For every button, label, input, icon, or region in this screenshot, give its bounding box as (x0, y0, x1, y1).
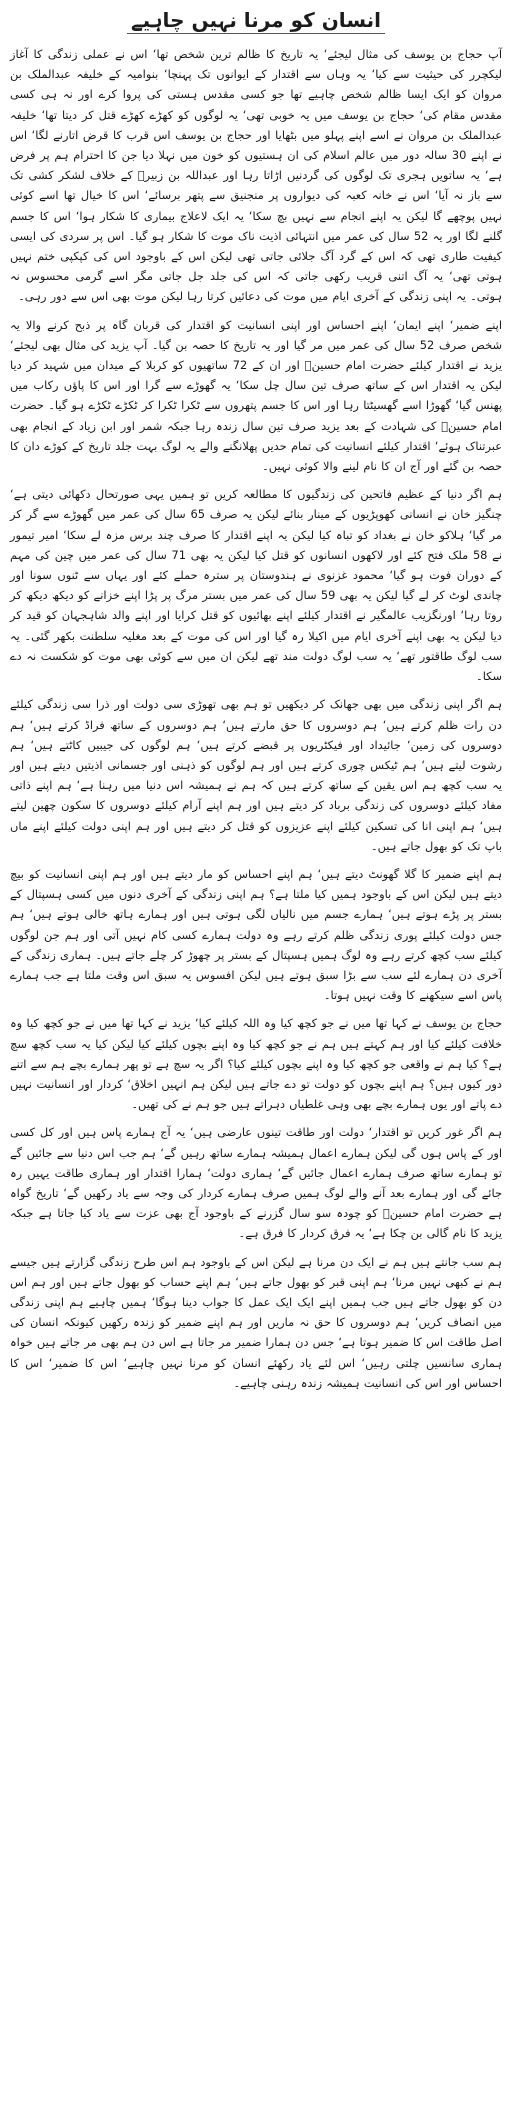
article-paragraph: آپ حجاج بن یوسف کی مثال لیجئے‘ یہ تاریخ کا ظالم ترین شخص تھا‘ اس نے عملی زندگی کا آغاز لیکچرر کی حیثیت سے کیا‘ یہ وہاں سے اقتدار کے ایوانوں تک پہنچا‘ بنوامیہ کے خلیفہ عبدالملک بن مروان کو ایک ایسا ظالم شخص چاہیے تھا جو کسی مقدس ہستی کی پروا کرے اور نہ ہی کسی مقدس مقام کی‘ حجاج بن یوسف میں یہ خوبی تھی‘ یہ لوگوں کو کھڑے کھڑے قتل کر دیتا تھا‘ خلیفہ عبدالملک بن مروان نے اسے اپنے پہلو میں بٹھایا اور حجاج بن یوسف اس قرب کا قرض اتارنے لگا‘ اس نے اپنے 30 سالہ دور میں عالم اسلام کی ان ہستیوں کو خون میں نہلا دیا جن کا احترام ہم پر فرض ہے‘ یہ ساتویں ہجری تک لوگوں کی گردنیں اڑاتا رہا اور عبداللہ بن زبیرؓ کے خلاف لشکر کشی تک سے باز نہ آیا‘ اس نے خانہ کعبہ کی دیواروں پر منجنیق سے پتھر برسائے‘ اس کا خیال تھا اسے کوئی نہیں پوچھے گا لیکن یہ اپنے انجام سے نہیں بچ سکا‘ یہ ایک لاعلاج بیماری کا شکار ہوا‘ اس کا جسم گلنے لگا اور یہ 52 سال کی عمر میں انتہائی اذیت ناک موت کا شکار ہو گیا۔ اس پر سردی کی ایسی کیفیت طاری تھی کہ اس کے گرد آگ جلائی جاتی تھی لیکن اس کے باوجود اس کی کپکپی ختم نہیں ہوتی تھی‘ یہ آگ اتنی قریب رکھی جاتی کہ اس کی جلد جل جاتی مگر اسے گرمی محسوس نہ ہوتی۔ یہ اپنی زندگی کے آخری ایام میں موت کی دعائیں کرتا رہا لیکن موت بھی اس سے دور رہی۔ (10, 47, 502, 304)
article-body (10, 44, 502, 1393)
article-paragraph: ہم اپنے ضمیر کا گلا گھونٹ دیتے ہیں‘ ہم اپنے احساس کو مار دیتے ہیں اور ہم اپنی انسانیت کو بیچ دیتے ہیں لیکن اس کے باوجود ہمیں کیا ملتا ہے؟ ہم اپنی زندگی کے آخری دنوں میں کسی ہسپتال کے بستر پر پڑے ہوتے ہیں‘ ہمارے جسم میں نالیاں لگی ہوتی ہیں اور ہمارے ہاتھ خالی ہوتے ہیں‘ ہم جس دولت کیلئے پوری زندگی ظلم کرتے رہے وہ دولت ہمارے کسی کام نہیں آتی اور ہم جن لوگوں کیلئے سب کچھ کرتے رہے وہ لوگ ہمیں ہسپتال کے بستر پر چھوڑ کر چلے جاتے ہیں۔ ہماری زندگی کے آخری دن ہمارے لئے سب سے بڑا سبق ہوتے ہیں لیکن افسوس یہ سبق اس وقت ملتا ہے جب ہمارے پاس اسے سیکھنے کا وقت نہیں ہوتا۔ (10, 866, 502, 1003)
article-paragraph: حجاج بن یوسف نے کہا تھا میں نے جو کچھ کیا وہ اللہ کیلئے کیا‘ یزید نے کہا تھا میں نے جو کچھ کیا وہ خلافت کیلئے کیا اور ہم کہتے ہیں ہم نے جو کچھ کیا وہ اپنے بچوں کیلئے کیا لیکن کیا یہ سب کچھ سچ ہے؟ کیا ہم نے واقعی جو کچھ کیا وہ اپنے بچوں کیلئے کیا؟ اگر یہ سچ ہے تو پھر ہمارے بچے ہم سے اتنے دور کیوں ہیں؟ ہم اپنے بچوں کو دولت تو دے جاتے ہیں لیکن ہم انہیں اخلاق‘ کردار اور انسانیت نہیں دے پاتے اور یوں ہمارے بچے بھی وہی غلطیاں دہراتے ہیں جو ہم نے کی تھیں۔ (10, 1016, 502, 1112)
article-paragraph: ہم اگر اپنی زندگی میں بھی جھانک کر دیکھیں تو ہم بھی تھوڑی سی دولت اور ذرا سی زندگی کیلئے دن رات ظلم کرتے ہیں‘ ہم دوسروں کا حق مارتے ہیں‘ ہم دوسروں کے ساتھ فراڈ کرتے ہیں‘ ہم دوسروں کی زمین‘ جائیداد اور فیکٹریوں پر قبضے کرتے ہیں‘ ہم لوگوں کی جیبیں کاٹتے ہیں‘ ہم رشوت لیتے ہیں‘ ہم ٹیکس چوری کرتے ہیں اور ہم لوگوں کو ذہنی اور جسمانی اذیتیں دیتے ہیں اور یہ سب کچھ ہم اس یقین کے ساتھ کرتے ہیں کہ ہم نے ہمیشہ اس دنیا میں رہنا ہے‘ ہم اپنے ذاتی مفاد کیلئے دوسروں کی زندگی برباد کر دیتے ہیں اور ہم اپنے آرام کیلئے دوسروں کا سکون چھین لیتے ہیں‘ ہم اپنی انا کی تسکین کیلئے اپنے عزیزوں کو قتل کر دیتے ہیں اور ہم اپنی دولت کیلئے اپنے ماں باپ تک کو بھول جاتے ہیں۔ (10, 697, 502, 853)
headline-text: انسان کو مرنا نہیں چاہیے (127, 8, 385, 34)
article-paragraph: ہم اگر غور کریں تو اقتدار‘ دولت اور طاقت تینوں عارضی ہیں‘ یہ آج ہمارے پاس ہیں اور کل کسی اور کے پاس ہوں گی لیکن ہمارے اعمال ہمیشہ ہمارے ساتھ رہیں گے‘ ہم جب اس دنیا سے جائیں گے تو ہمارے ساتھ صرف ہمارے اعمال جائیں گے‘ ہماری دولت‘ ہمارا اقتدار اور ہماری طاقت یہیں رہ جائے گی اور ہمارے بعد آنے والے لوگ ہمیں صرف ہمارے کردار کی وجہ سے یاد رکھیں گے‘ تاریخ گواہ ہے حضرت امام حسینؓ کو چودہ سو سال گزرنے کے باوجود آج بھی عزت سے یاد کیا جاتا ہے جبکہ یزید کا نام گالی بن چکا ہے‘ یہ فرق کردار کا فرق ہے۔ (10, 1125, 502, 1241)
article-headline (10, 6, 502, 34)
article-paragraph: ہم سب جانتے ہیں ہم نے ایک دن مرنا ہے لیکن اس کے باوجود ہم اس طرح زندگی گزارتے ہیں جیسے ہم نے کبھی نہیں مرنا‘ ہم اپنی قبر کو بھول جاتے ہیں‘ ہم اپنے حساب کو بھول جاتے ہیں اور ہم اس دن کو بھول جاتے ہیں جب ہمیں اپنے ایک ایک عمل کا جواب دینا ہوگا‘ ہمیں چاہیے ہم اپنی زندگی میں انصاف کریں‘ ہم دوسروں کا حق نہ ماریں اور ہم اپنے ضمیر کو زندہ رکھیں کیونکہ انسان کی اصل طاقت اس کا ضمیر ہوتا ہے‘ جس دن ہمارا ضمیر مر جاتا ہے اس دن ہم بھی مر جاتے ہیں خواہ ہماری سانسیں چلتی رہیں‘ اس لئے یاد رکھئے انسان کو مرنا نہیں چاہیے‘ اس کا ضمیر‘ اس کا احساس اور اس کی انسانیت ہمیشہ زندہ رہنی چاہیے۔ (10, 1254, 502, 1390)
article-paragraph: اپنے ضمیر‘ اپنے ایمان‘ اپنے احساس اور اپنی انسانیت کو اقتدار کی قربان گاہ پر ذبح کرنے والا یہ شخص صرف 52 سال کی عمر میں مر گیا اور یہ تاریخ کا حصہ بن گیا۔ آپ یزید کی مثال بھی لیجئے‘ یزید نے اقتدار کیلئے حضرت امام حسینؓ اور ان کے 72 ساتھیوں کو کربلا کے میدان میں شہید کر دیا لیکن یہ اقتدار اس کے ساتھ صرف تین سال چل سکا‘ یہ گھوڑے سے گرا اور اس کا پاؤں رکاب میں پھنس گیا‘ گھوڑا اسے گھسیٹتا رہا اور اس کا جسم پتھروں سے ٹکرا ٹکرا کر ٹکڑے ٹکڑے ہو گیا۔ حضرت امام حسینؓ کی شہادت کے بعد یزید صرف تین سال زندہ رہا جبکہ شمر اور ابن زیاد کے انجام بھی عبرتناک ہوئے‘ اقتدار کیلئے انسانیت کی تمام حدیں پھلانگنے والے یہ لوگ بہت جلد تاریخ کے کوڑے دان کا حصہ بن گئے اور آج ان کا نام لینے والا کوئی نہیں۔ (10, 317, 502, 474)
article-paragraph: ہم اگر دنیا کے عظیم فاتحین کی زندگیوں کا مطالعہ کریں تو ہمیں یہی صورتحال دکھائی دیتی ہے‘ چنگیز خان نے انسانی کھوپڑیوں کے مینار بنائے لیکن یہ صرف 65 سال کی عمر میں گھوڑے سے گر کر مر گیا‘ ہلاکو خان نے بغداد کو تباہ کیا لیکن یہ اپنے اقتدار کا صرف چند برس مزہ لے سکا‘ امیر تیمور نے 58 ملک فتح کئے اور لاکھوں انسانوں کو قتل کیا لیکن یہ بھی 71 سال کی عمر میں چین کی مہم کے دوران فوت ہو گیا‘ محمود غزنوی نے ہندوستان پر سترہ حملے کئے اور یہاں سے ٹنوں سونا اور چاندی لوٹ کر لے گیا لیکن یہ بھی 59 سال کی عمر میں بستر مرگ پر پڑا اپنے خزانے کو دیکھ دیکھ کر روتا رہا‘ اورنگزیب عالمگیر نے اقتدار کیلئے اپنے بھائیوں کو قتل کرایا اور اپنے والد شاہجہان کو قید کر دیا لیکن یہ بھی اپنے آخری ایام میں اکیلا رہ گیا اور اس کی موت کے بعد مغلیہ سلطنت بکھر گئی۔ یہ سب لوگ طاقتور تھے‘ یہ سب لوگ دولت مند تھے لیکن ان میں سے کوئی بھی موت کو شکست نہ دے سکا۔ (10, 487, 502, 684)
